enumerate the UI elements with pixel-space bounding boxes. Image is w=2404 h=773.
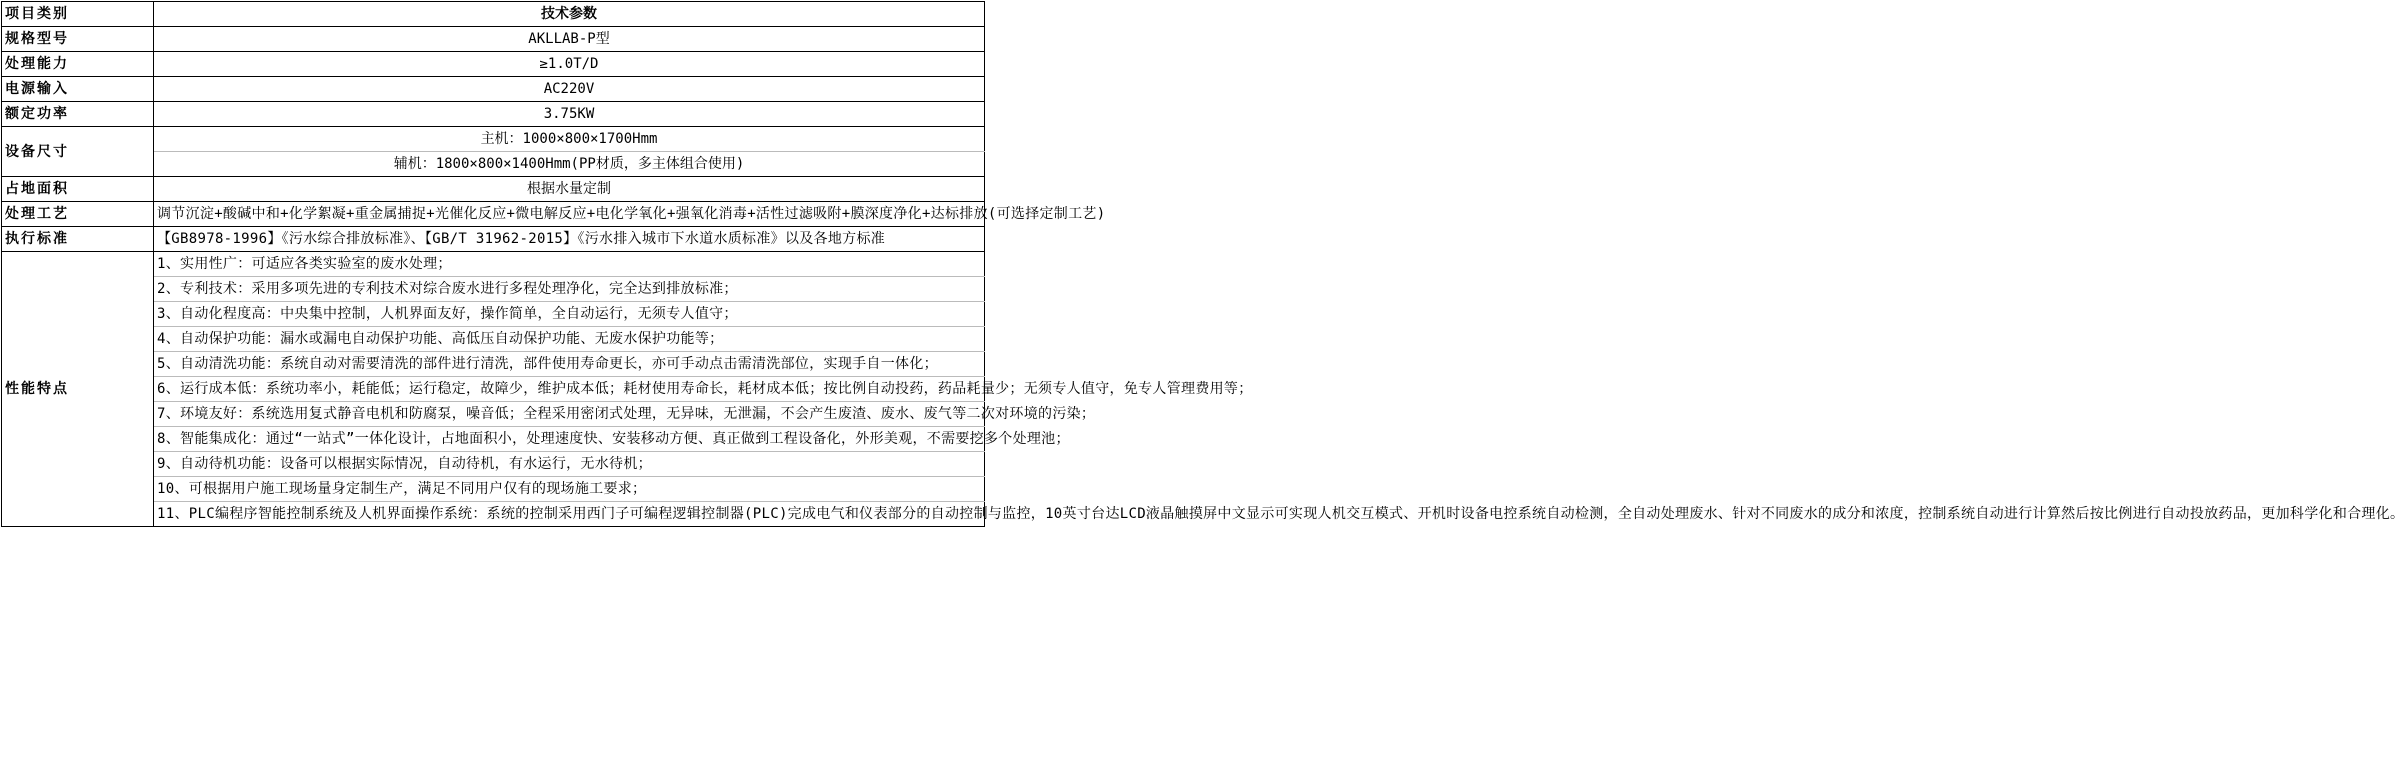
- header-value: 技术参数: [154, 2, 985, 27]
- power-input-label: 电源输入: [2, 77, 154, 102]
- standards-label: 执行标准: [2, 227, 154, 252]
- feature-item: 10、可根据用户施工现场量身定制生产，满足不同用户仅有的现场施工要求；: [154, 477, 985, 502]
- row-floor-area: [2, 177, 985, 202]
- capacity-label: 处理能力: [2, 52, 154, 77]
- row-capacity: [2, 52, 985, 77]
- dimensions-label: 设备尺寸: [2, 127, 154, 177]
- feature-item: 1、实用性广：可适应各类实验室的废水处理；: [154, 252, 985, 277]
- dimensions-main-value: 主机：1000×800×1700Hmm: [154, 127, 985, 152]
- row-model: [2, 27, 985, 52]
- floor-area-label: 占地面积: [2, 177, 154, 202]
- feature-item: 8、智能集成化：通过“一站式”一体化设计，占地面积小，处理速度快、安装移动方便、真正做到工程设备化，外形美观，不需要挖多个处理池；: [154, 427, 985, 452]
- capacity-value: ≥1.0T/D: [154, 52, 985, 77]
- header-label: 项目类别: [2, 2, 154, 27]
- rated-power-value: 3.75KW: [154, 102, 985, 127]
- row-dimensions-main: [2, 127, 985, 152]
- feature-item: 6、运行成本低：系统功率小，耗能低；运行稳定，故障少，维护成本低；耗材使用寿命长，耗材成本低；按比例自动投药，药品耗量少；无须专人值守，免专人管理费用等；: [154, 377, 985, 402]
- process-value: 调节沉淀+酸碱中和+化学絮凝+重金属捕捉+光催化反应+微电解反应+电化学氧化+强氧化消毒+活性过滤吸附+膜深度净化+达标排放(可选择定制工艺): [154, 202, 985, 227]
- feature-item: 4、自动保护功能：漏水或漏电自动保护功能、高低压自动保护功能、无废水保护功能等；: [154, 327, 985, 352]
- feature-item: 9、自动待机功能：设备可以根据实际情况，自动待机，有水运行，无水待机；: [154, 452, 985, 477]
- model-value: AKLLAB-P型: [154, 27, 985, 52]
- feature-item: 11、PLC编程序智能控制系统及人机界面操作系统：系统的控制采用西门子可编程逻辑控制器(PLC)完成电气和仪表部分的自动控制与监控，10英寸台达LCD液晶触摸屏中文显示可实现人机交互模式、开机时设备电控系统自动检测，全自动处理废水、针对不同废水的成分和浓度，控制系统自动进行计算然后按比例进行自动投放药品，更加科学化和合理化。: [154, 502, 985, 527]
- feature-item: 5、自动清洗功能：系统自动对需要清洗的部件进行清洗，部件使用寿命更长，亦可手动点击需清洗部位，实现手自一体化；: [154, 352, 985, 377]
- features-label: 性能特点: [2, 252, 154, 527]
- floor-area-value: 根据水量定制: [154, 177, 985, 202]
- process-label: 处理工艺: [2, 202, 154, 227]
- feature-item: 3、自动化程度高：中央集中控制，人机界面友好，操作简单，全自动运行，无须专人值守；: [154, 302, 985, 327]
- row-rated-power: [2, 102, 985, 127]
- spec-table: [1, 1, 2404, 527]
- dimensions-aux-value: 辅机：1800×800×1400Hmm(PP材质，多主体组合使用): [154, 152, 985, 177]
- row-process: [2, 202, 985, 227]
- feature-item: 7、环境友好：系统选用复式静音电机和防腐泵，噪音低；全程采用密闭式处理，无异味，无泄漏，不会产生废渣、废水、废气等二次对环境的污染；: [154, 402, 985, 427]
- feature-item: 2、专利技术：采用多项先进的专利技术对综合废水进行多程处理净化，完全达到排放标准；: [154, 277, 985, 302]
- model-label: 规格型号: [2, 27, 154, 52]
- row-standards: [2, 227, 985, 252]
- rated-power-label: 额定功率: [2, 102, 154, 127]
- feature-row: [2, 252, 985, 277]
- power-input-value: AC220V: [154, 77, 985, 102]
- header-row: [2, 2, 985, 27]
- row-power-input: [2, 77, 985, 102]
- standards-value: 【GB8978-1996】《污水综合排放标准》、【GB/T 31962-2015】《污水排入城市下水道水质标准》以及各地方标准: [154, 227, 985, 252]
